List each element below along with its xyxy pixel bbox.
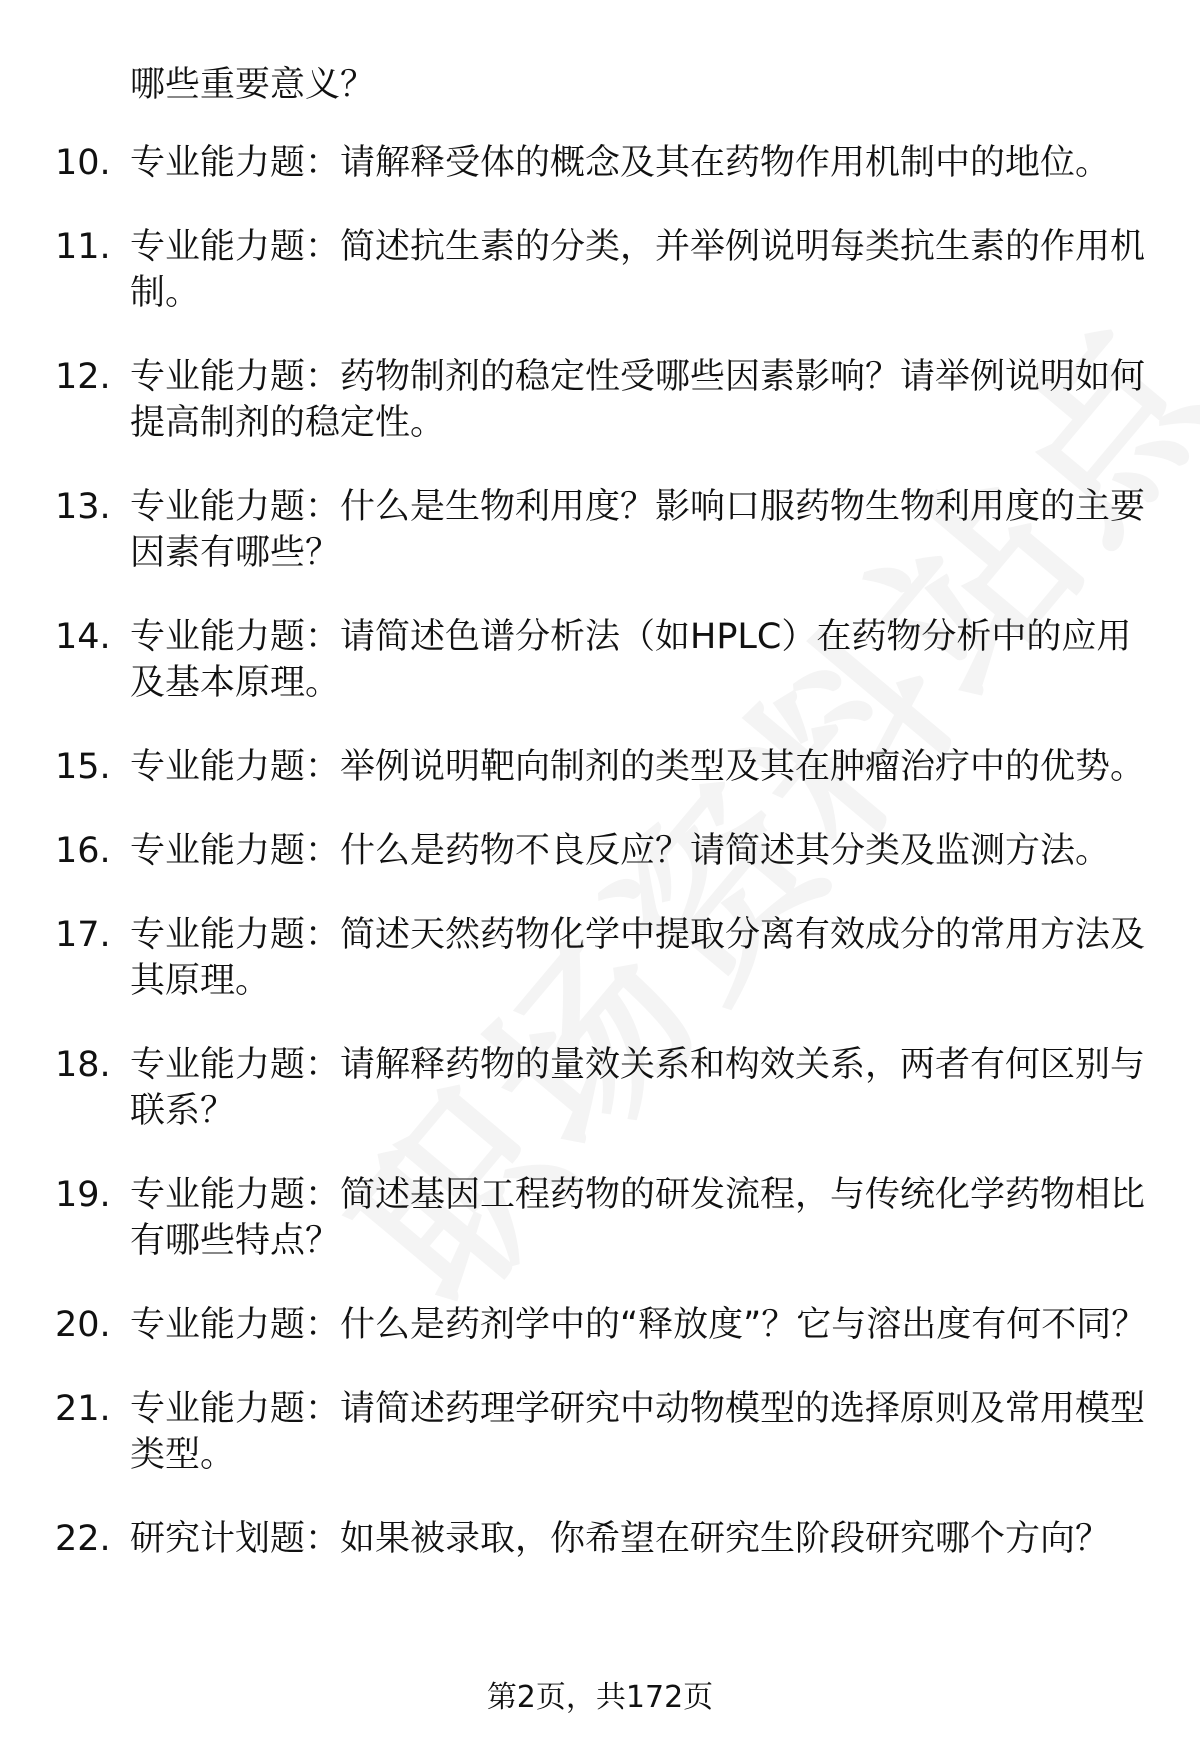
question-number: 18. <box>55 1045 111 1085</box>
question-number: 19. <box>55 1175 111 1215</box>
question-item <box>0 484 1200 576</box>
question-text: 专业能力题：请简述色谱分析法（如HPLC）在药物分析中的应用及基本原理。 <box>130 617 1132 703</box>
question-text: 研究计划题：如果被录取，你希望在研究生阶段研究哪个方向？ <box>130 1519 1111 1559</box>
question-number: 15. <box>55 747 111 787</box>
question-text: 专业能力题：举例说明靶向制剂的类型及其在肿瘤治疗中的优势。 <box>130 747 1146 787</box>
question-item <box>0 1386 1200 1478</box>
question-item <box>0 828 1200 874</box>
question-text: 专业能力题：请解释药物的量效关系和构效关系，两者有何区别与联系？ <box>130 1045 1146 1131</box>
question-number: 16. <box>55 831 111 871</box>
question-item <box>0 912 1200 1004</box>
question-text: 专业能力题：请解释受体的概念及其在药物作用机制中的地位。 <box>130 143 1111 183</box>
question-text: 专业能力题：请简述药理学研究中动物模型的选择原则及常用模型类型。 <box>130 1389 1146 1475</box>
question-number: 22. <box>55 1519 111 1559</box>
question-text: 专业能力题：什么是药物不良反应？请简述其分类及监测方法。 <box>130 831 1111 871</box>
question-text: 专业能力题：什么是生物利用度？影响口服药物生物利用度的主要因素有哪些？ <box>130 487 1146 573</box>
question-number: 14. <box>55 617 111 657</box>
question-number: 20. <box>55 1305 111 1345</box>
question-item <box>0 224 1200 316</box>
question-number: 21. <box>55 1389 111 1429</box>
question-text: 专业能力题：简述基因工程药物的研发流程，与传统化学药物相比有哪些特点？ <box>130 1175 1146 1261</box>
question-item <box>0 744 1200 790</box>
page-footer: 第2页，共172页 <box>486 1680 714 1715</box>
question-text: 专业能力题：药物制剂的稳定性受哪些因素影响？请举例说明如何提高制剂的稳定性。 <box>130 357 1146 443</box>
continuation-text: 哪些重要意义？ <box>130 65 376 105</box>
question-text: 专业能力题：什么是药剂学中的“释放度”？它与溶出度有何不同？ <box>130 1305 1147 1345</box>
question-item <box>0 1516 1200 1562</box>
question-item <box>0 140 1200 186</box>
question-number: 13. <box>55 487 111 527</box>
question-number: 17. <box>55 915 111 955</box>
question-item <box>0 1302 1200 1348</box>
question-text: 专业能力题：简述天然药物化学中提取分离有效成分的常用方法及其原理。 <box>130 915 1146 1001</box>
question-item <box>0 614 1200 706</box>
question-number: 12. <box>55 357 111 397</box>
question-number: 11. <box>55 227 111 267</box>
question-list <box>0 140 1200 1600</box>
question-number: 10. <box>55 143 111 183</box>
question-text: 专业能力题：简述抗生素的分类，并举例说明每类抗生素的作用机制。 <box>130 227 1146 313</box>
question-item <box>0 1042 1200 1134</box>
question-item <box>0 1172 1200 1264</box>
question-item <box>0 354 1200 446</box>
